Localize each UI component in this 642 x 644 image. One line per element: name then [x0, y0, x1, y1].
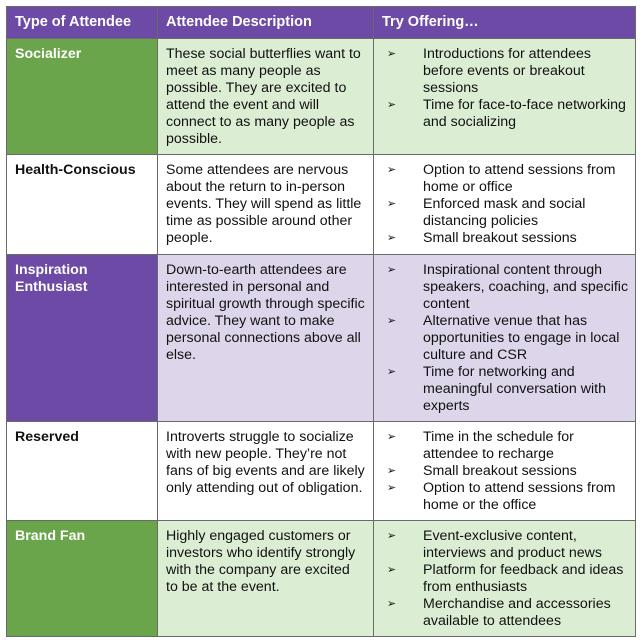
offering-text: Small breakout sessions	[423, 230, 577, 246]
offerings-list	[378, 46, 631, 131]
attendee-description: Introverts struggle to socialize with new people. They’re not fans of big events and are likely only attending out of obligation.	[158, 422, 374, 521]
arrow-bullet-icon: ➢	[386, 431, 397, 443]
offering-item	[378, 162, 631, 196]
offering-item	[378, 97, 631, 131]
offerings-list	[378, 262, 631, 415]
offering-item	[378, 562, 631, 596]
offering-text: Time for face-to-face networking and socializing	[423, 97, 626, 130]
offering-item	[378, 230, 631, 247]
header-try-offering: Try Offering…	[374, 7, 636, 39]
attendee-description: Some attendees are nervous about the return to in-person events. They will spend as little time as possible around other people.	[158, 155, 374, 255]
offering-text: Introductions for attendees before events or breakout sessions	[423, 46, 591, 96]
offerings-cell	[374, 39, 636, 155]
attendee-type: Brand Fan	[7, 521, 158, 637]
table-header-row	[7, 7, 636, 39]
offering-text: Merchandise and accessories available to attendees	[423, 596, 611, 629]
arrow-bullet-icon: ➢	[386, 315, 397, 327]
offering-item	[378, 596, 631, 630]
attendee-description: These social butterflies want to meet as many people as possible. They are excited to attend the event and will connect to as many people as possible.	[158, 39, 374, 155]
offering-text: Option to attend sessions from home or office	[423, 162, 616, 195]
offering-item	[378, 262, 631, 313]
table-row-brand-fan	[7, 521, 636, 637]
offering-text: Alternative venue that has opportunities to engage in local culture and CSR	[423, 313, 620, 363]
attendee-types-table	[6, 6, 636, 637]
offering-text: Event-exclusive content, interviews and product news	[423, 528, 603, 561]
arrow-bullet-icon: ➢	[386, 598, 397, 610]
attendee-type: Socializer	[7, 39, 158, 155]
offering-text: Time in the schedule for attendee to recharge	[423, 429, 574, 462]
offering-item	[378, 429, 631, 463]
table-row-socializer	[7, 39, 636, 155]
arrow-bullet-icon: ➢	[386, 465, 397, 477]
table-row-reserved	[7, 422, 636, 521]
arrow-bullet-icon: ➢	[386, 48, 397, 60]
header-type-of-attendee: Type of Attendee	[7, 7, 158, 39]
offerings-list	[378, 528, 631, 630]
arrow-bullet-icon: ➢	[386, 99, 397, 111]
arrow-bullet-icon: ➢	[386, 366, 397, 378]
table-row-inspiration-enthusiast	[7, 255, 636, 422]
arrow-bullet-icon: ➢	[386, 264, 397, 276]
offering-text: Platform for feedback and ideas from enthusiasts	[423, 562, 624, 595]
attendee-description: Down-to-earth attendees are interested in personal and spiritual growth through specific advice. They want to make personal connections above all else.	[158, 255, 374, 422]
offering-item	[378, 528, 631, 562]
table-row-health-conscious	[7, 155, 636, 255]
offering-item	[378, 196, 631, 230]
header-attendee-description: Attendee Description	[158, 7, 374, 39]
offering-text: Enforced mask and social distancing policies	[423, 196, 586, 229]
offering-item	[378, 480, 631, 514]
arrow-bullet-icon: ➢	[386, 164, 397, 176]
offerings-list	[378, 162, 631, 247]
arrow-bullet-icon: ➢	[386, 530, 397, 542]
offering-text: Inspirational content through speakers, coaching, and specific content	[423, 262, 629, 312]
offerings-list	[378, 429, 631, 514]
offerings-cell	[374, 422, 636, 521]
offerings-cell	[374, 521, 636, 637]
offering-text: Small breakout sessions	[423, 463, 577, 479]
offering-item	[378, 313, 631, 364]
offering-text: Time for networking and meaningful conversation with experts	[423, 364, 606, 414]
attendee-table-container	[6, 6, 635, 637]
arrow-bullet-icon: ➢	[386, 198, 397, 210]
attendee-description: Highly engaged customers or investors who identify strongly with the company are excited to be at the event.	[158, 521, 374, 637]
offering-item	[378, 463, 631, 480]
offering-text: Option to attend sessions from home or the office	[423, 480, 616, 513]
offerings-cell	[374, 255, 636, 422]
arrow-bullet-icon: ➢	[386, 482, 397, 494]
offering-item	[378, 46, 631, 97]
offerings-cell	[374, 155, 636, 255]
attendee-type: Reserved	[7, 422, 158, 521]
attendee-type: Health-Conscious	[7, 155, 158, 255]
attendee-type: Inspiration Enthusiast	[7, 255, 158, 422]
arrow-bullet-icon: ➢	[386, 564, 397, 576]
arrow-bullet-icon: ➢	[386, 232, 397, 244]
offering-item	[378, 364, 631, 415]
